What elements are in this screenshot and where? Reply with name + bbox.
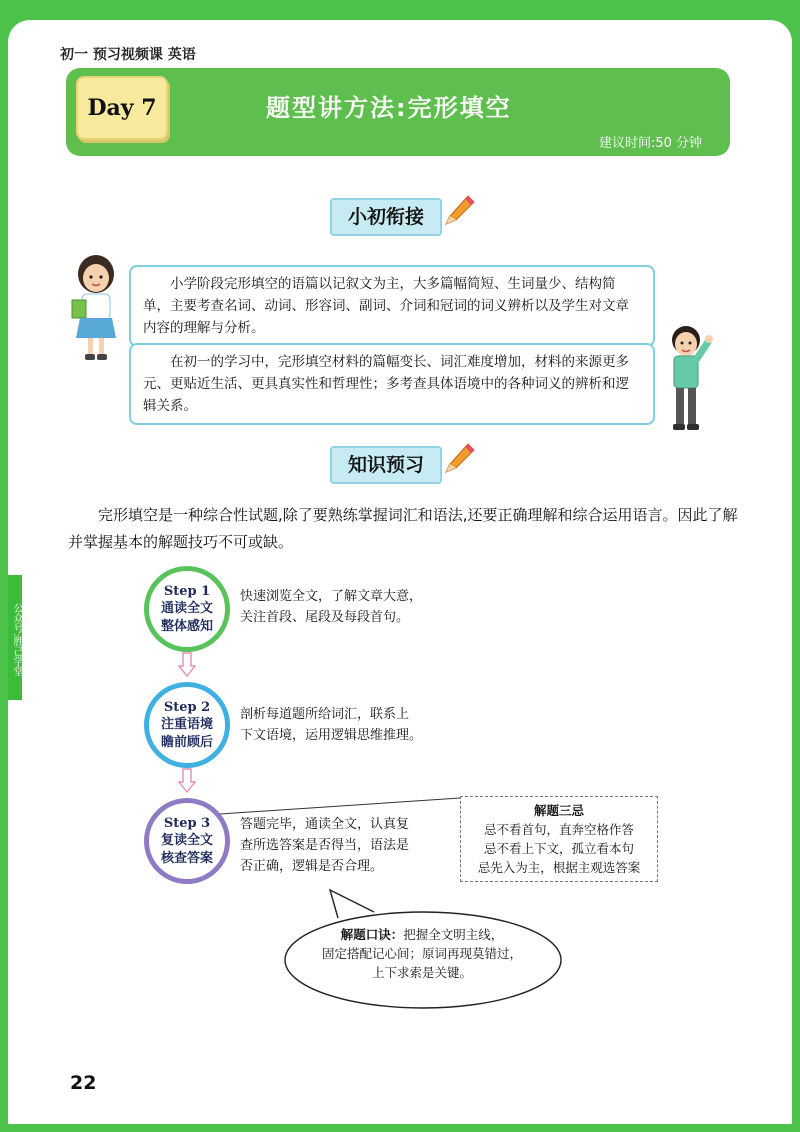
suggested-time: 建议时间:50 分钟: [598, 136, 702, 151]
step-title-line: 复读全文: [160, 832, 213, 848]
connector-line: [218, 796, 462, 816]
step-desc-line: 关注首段、尾段及每段首句。: [240, 610, 410, 625]
mnemonic-text: [300, 925, 544, 982]
textbook-page: [8, 20, 792, 1124]
section-heading-preview: 知识预习: [330, 446, 442, 484]
tips-line: 忌不看上下文，孤立看本句: [483, 841, 634, 856]
step-2-circle: [144, 682, 230, 768]
step-2-description: [240, 704, 422, 746]
lesson-title: 题型讲方法:完形填空: [266, 94, 512, 122]
step-3-description: [240, 814, 409, 877]
mnemonic-label: 解题口诀：: [340, 927, 404, 942]
tips-line: 忌先入为主，根据主观选答案: [477, 860, 641, 875]
step-label: Step 1: [163, 583, 211, 599]
tips-box: [460, 796, 658, 882]
arrow-down-icon: [178, 768, 196, 794]
day-tag: Day 7: [76, 76, 168, 140]
step-title-line: 瞻前顾后: [160, 734, 213, 750]
step-1-description: [240, 586, 422, 628]
step-desc-line: 剖析每道题所给词汇，联系上: [240, 707, 410, 722]
step-desc-line: 查所选答案是否得当，语法是: [240, 838, 410, 853]
step-desc-line: 下文语境，运用逻辑思维推理。: [240, 728, 423, 743]
pencil-icon: [436, 438, 476, 478]
step-title-line: 整体感知: [160, 618, 213, 634]
note-junior-high: 在初一的学习中，完形填空材料的篇幅变长、词汇难度增加，材料的来源更多元、更贴近生活、更具真实性和哲理性；多考查具体语境中的各种词义的辨析和逻辑关系。: [129, 343, 655, 425]
step-desc-line: 快速浏览全文，了解文章大意，: [240, 589, 423, 604]
pencil-icon: [436, 190, 476, 230]
step-desc-line: 答题完毕，通读全文，认真复: [240, 817, 410, 832]
mnemonic-line: 把握全文明主线，: [403, 927, 504, 942]
step-label: Step 2: [163, 699, 211, 715]
mnemonic-line: 上下求索是关键。: [371, 965, 472, 980]
page-number: 22: [70, 1072, 97, 1094]
section-heading-transition: 小初衔接: [330, 198, 442, 236]
side-tab: 公众号:胜己学堂: [8, 575, 22, 700]
step-title-line: 核查答案: [160, 850, 213, 866]
step-title-line: 注重语境: [160, 716, 213, 732]
title-banner: [66, 68, 730, 156]
running-header: 初一 预习视频课 英语: [60, 47, 196, 63]
note-primary-school: 小学阶段完形填空的语篇以记叙文为主，大多篇幅简短、生词量少、结构简单，主要考查名词、动词、形容词、副词、介词和冠词的词义辨析以及学生对文章内容的理解与分析。: [129, 265, 655, 347]
step-1-circle: [144, 566, 230, 652]
tips-title: 解题三忌: [533, 803, 584, 818]
step-label: Step 3: [163, 815, 211, 831]
step-desc-line: 否正确，逻辑是否合理。: [240, 859, 384, 874]
step-title-line: 通读全文: [160, 600, 213, 616]
boy-illustration: [660, 320, 720, 438]
arrow-down-icon: [178, 652, 196, 678]
girl-illustration: [66, 252, 126, 364]
intro-paragraph: 完形填空是一种综合性试题,除了要熟练掌握词汇和语法,还要正确理解和综合运用语言。因此了解并掌握基本的解题技巧不可或缺。: [68, 506, 738, 551]
mnemonic-line: 固定搭配记心间；原词再现莫错过，: [321, 946, 522, 961]
tips-line: 忌不看首句，直奔空格作答: [483, 822, 634, 837]
